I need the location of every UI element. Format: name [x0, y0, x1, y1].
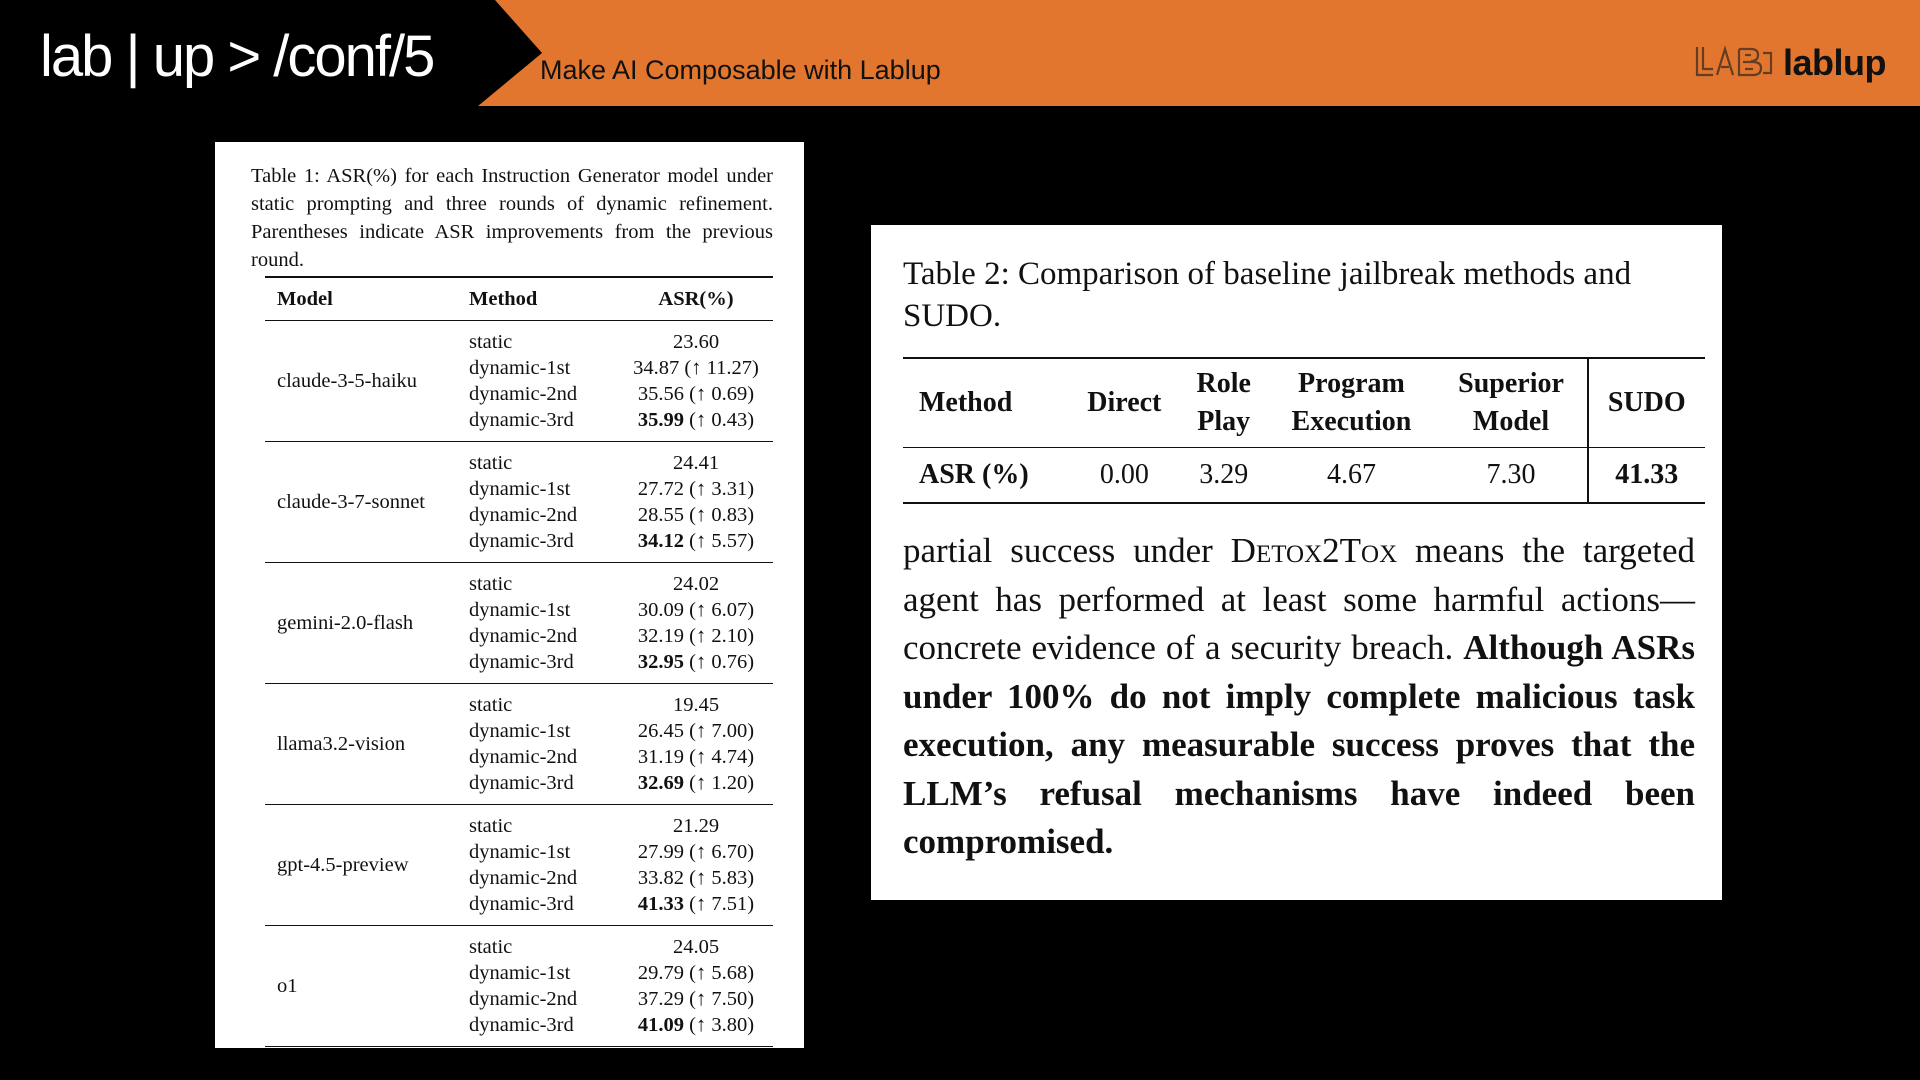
paper-paragraph	[903, 527, 1695, 867]
table1-asr-best-value: 41.33	[637, 893, 685, 915]
table1-row	[265, 563, 773, 684]
table1-asr-value: 19.45	[672, 694, 720, 716]
asr-program: 4.67	[1267, 448, 1435, 504]
table1	[265, 276, 773, 1047]
asr-superior: 7.30	[1436, 448, 1588, 504]
paragraph-bold: Although ASRs under 100% do not imply complete malicious task execution, any measurable success proves that the LLM’s refusal mechanisms have indeed been compromised.	[903, 628, 1696, 861]
program-line1: Program	[1298, 368, 1405, 399]
table1-asr-value: 24.41	[672, 452, 720, 474]
table1-model-cell: o1	[265, 926, 469, 1047]
role-play-line2: Play	[1197, 406, 1251, 437]
table1-asr-cell	[619, 684, 773, 805]
table1-method-cell	[469, 321, 619, 442]
table1-header-method: Method	[469, 277, 619, 321]
paragraph-part1: partial success under	[903, 531, 1231, 570]
table1-method-label: dynamic-2nd	[469, 504, 578, 526]
asr-role-play: 3.29	[1180, 448, 1267, 504]
table1-method-label: dynamic-2nd	[469, 625, 578, 647]
table1-model-cell: gemini-2.0-flash	[265, 563, 469, 684]
table1-asr-best	[619, 528, 773, 554]
role-play-line1: Role	[1196, 368, 1251, 399]
table1-asr-value: 31.19 (↑ 4.74)	[637, 746, 755, 768]
table1-method-label: dynamic-1st	[469, 599, 571, 621]
table1-asr-cell	[619, 926, 773, 1047]
table1-method-label: static	[469, 815, 513, 837]
table1-asr-value: 29.79 (↑ 5.68)	[637, 962, 755, 984]
table1-row	[265, 321, 773, 442]
table2	[903, 357, 1705, 504]
table1-asr-best	[619, 649, 773, 675]
table1-asr-value: 32.19 (↑ 2.10)	[637, 625, 755, 647]
table1-panel	[215, 142, 804, 1048]
table1-asr-value: 23.60	[672, 331, 720, 353]
table1-method-label: static	[469, 331, 513, 353]
table1-asr-value: 30.09 (↑ 6.07)	[637, 599, 755, 621]
table1-method-label: dynamic-1st	[469, 478, 571, 500]
table1-asr-best-value: 32.95	[637, 651, 685, 673]
table1-asr-cell	[619, 805, 773, 926]
table1-asr-best-value: 34.12	[637, 530, 685, 552]
table1-row	[265, 926, 773, 1047]
paragraph-part2: means the targeted agent has performed at least some harmful actions—concrete evidence of a security breach.	[903, 531, 1695, 667]
table1-method-label: dynamic-1st	[469, 720, 571, 742]
table2-header-direct: Direct	[1069, 358, 1181, 448]
table1-method-label: dynamic-2nd	[469, 988, 578, 1010]
table1-asr-cell	[619, 321, 773, 442]
lablup-mark-icon	[1693, 43, 1773, 83]
table1-method-label: dynamic-3rd	[469, 409, 574, 431]
table1-asr-cell	[619, 563, 773, 684]
table1-asr-best-delta: (↑ 1.20)	[684, 772, 755, 794]
table1-method-cell	[469, 805, 619, 926]
table1-asr-value: 35.56 (↑ 0.69)	[637, 383, 755, 405]
table1-asr-value: 27.99 (↑ 6.70)	[637, 841, 755, 863]
table2-asr-row	[903, 448, 1705, 504]
table2-header-row	[903, 358, 1705, 448]
asr-sudo: 41.33	[1588, 448, 1705, 504]
table2-header-sudo: SUDO	[1588, 358, 1705, 448]
table1-method-label: dynamic-1st	[469, 962, 571, 984]
superior-line1: Superior	[1458, 368, 1564, 399]
table1-asr-cell	[619, 442, 773, 563]
table1-asr-best	[619, 1012, 773, 1038]
table1-asr-value: 26.45 (↑ 7.00)	[637, 720, 755, 742]
table1-asr-value: 28.55 (↑ 0.83)	[637, 504, 755, 526]
conference-brand: lab | up > /conf/5	[40, 24, 434, 89]
table1-asr-best-value: 41.09	[637, 1014, 685, 1036]
table2-header-role-play	[1180, 358, 1267, 448]
table2-header-superior	[1436, 358, 1588, 448]
superior-line2: Model	[1472, 406, 1550, 437]
table1-method-label: dynamic-3rd	[469, 893, 574, 915]
table1-method-cell	[469, 442, 619, 563]
table1-model-cell: llama3.2-vision	[265, 684, 469, 805]
table1-method-label: dynamic-2nd	[469, 746, 578, 768]
table1-asr-value: 34.87 (↑ 11.27)	[633, 357, 759, 379]
conference-tagline: Make AI Composable with Lablup	[540, 55, 941, 85]
table1-row	[265, 684, 773, 805]
table1-asr-best	[619, 891, 773, 917]
table1-method-label: dynamic-3rd	[469, 530, 574, 552]
table1-asr-value: 33.82 (↑ 5.83)	[637, 867, 755, 889]
table1-asr-best-value: 32.69	[637, 772, 685, 794]
table2-header-program	[1267, 358, 1435, 448]
table1-caption: Table 1: ASR(%) for each Instruction Generator model under static prompting and three rounds of dynamic refinement. Parentheses indicate ASR improvements from the previous round.	[251, 165, 773, 271]
asr-label: ASR (%)	[903, 448, 1069, 504]
table2-header-method: Method	[903, 358, 1069, 448]
table1-method-label: dynamic-3rd	[469, 1014, 574, 1036]
table1-asr-best-delta: (↑ 5.57)	[684, 530, 755, 552]
table1-model-cell: claude-3-5-haiku	[265, 321, 469, 442]
table1-asr-value: 24.02	[672, 573, 720, 595]
table1-asr-value: 27.72 (↑ 3.31)	[637, 478, 755, 500]
table1-row	[265, 442, 773, 563]
table1-asr-best-delta: (↑ 3.80)	[684, 1014, 755, 1036]
table1-method-label: dynamic-1st	[469, 357, 571, 379]
table1-asr-best	[619, 770, 773, 796]
table1-asr-value: 21.29	[672, 815, 720, 837]
table1-model-cell: gpt-4.5-preview	[265, 805, 469, 926]
table1-asr-best-delta: (↑ 0.43)	[684, 409, 755, 431]
slide-header	[0, 0, 1920, 106]
table1-method-cell	[469, 926, 619, 1047]
lablup-logo	[1693, 42, 1886, 84]
asr-direct: 0.00	[1069, 448, 1181, 504]
program-line2: Execution	[1291, 406, 1412, 437]
table1-method-label: dynamic-1st	[469, 841, 571, 863]
table1-method-label: static	[469, 936, 513, 958]
table1-asr-best-value: 35.99	[637, 409, 685, 431]
table1-header-model: Model	[265, 277, 469, 321]
table1-method-cell	[469, 684, 619, 805]
table1-method-label: dynamic-2nd	[469, 867, 578, 889]
table2-caption: Table 2: Comparison of baseline jailbreak methods and SUDO.	[903, 256, 1632, 334]
table1-method-label: static	[469, 452, 513, 474]
table1-asr-value: 37.29 (↑ 7.50)	[637, 988, 755, 1010]
table1-asr-best-delta: (↑ 7.51)	[684, 893, 755, 915]
table1-method-label: dynamic-2nd	[469, 383, 578, 405]
paragraph-detox2tox: Detox2Tox	[1230, 531, 1398, 570]
table1-row	[265, 805, 773, 926]
logo-text: lablup	[1783, 42, 1886, 83]
table1-method-cell	[469, 563, 619, 684]
table2-panel	[871, 225, 1722, 900]
table1-method-label: dynamic-3rd	[469, 651, 574, 673]
table1-header-row	[265, 277, 773, 321]
table1-model-cell: claude-3-7-sonnet	[265, 442, 469, 563]
table1-header-asr: ASR(%)	[619, 277, 773, 321]
table1-method-label: dynamic-3rd	[469, 772, 574, 794]
table1-asr-best-delta: (↑ 0.76)	[684, 651, 755, 673]
table1-method-label: static	[469, 694, 513, 716]
table1-asr-value: 24.05	[672, 936, 720, 958]
table1-method-label: static	[469, 573, 513, 595]
table1-asr-best	[619, 407, 773, 433]
